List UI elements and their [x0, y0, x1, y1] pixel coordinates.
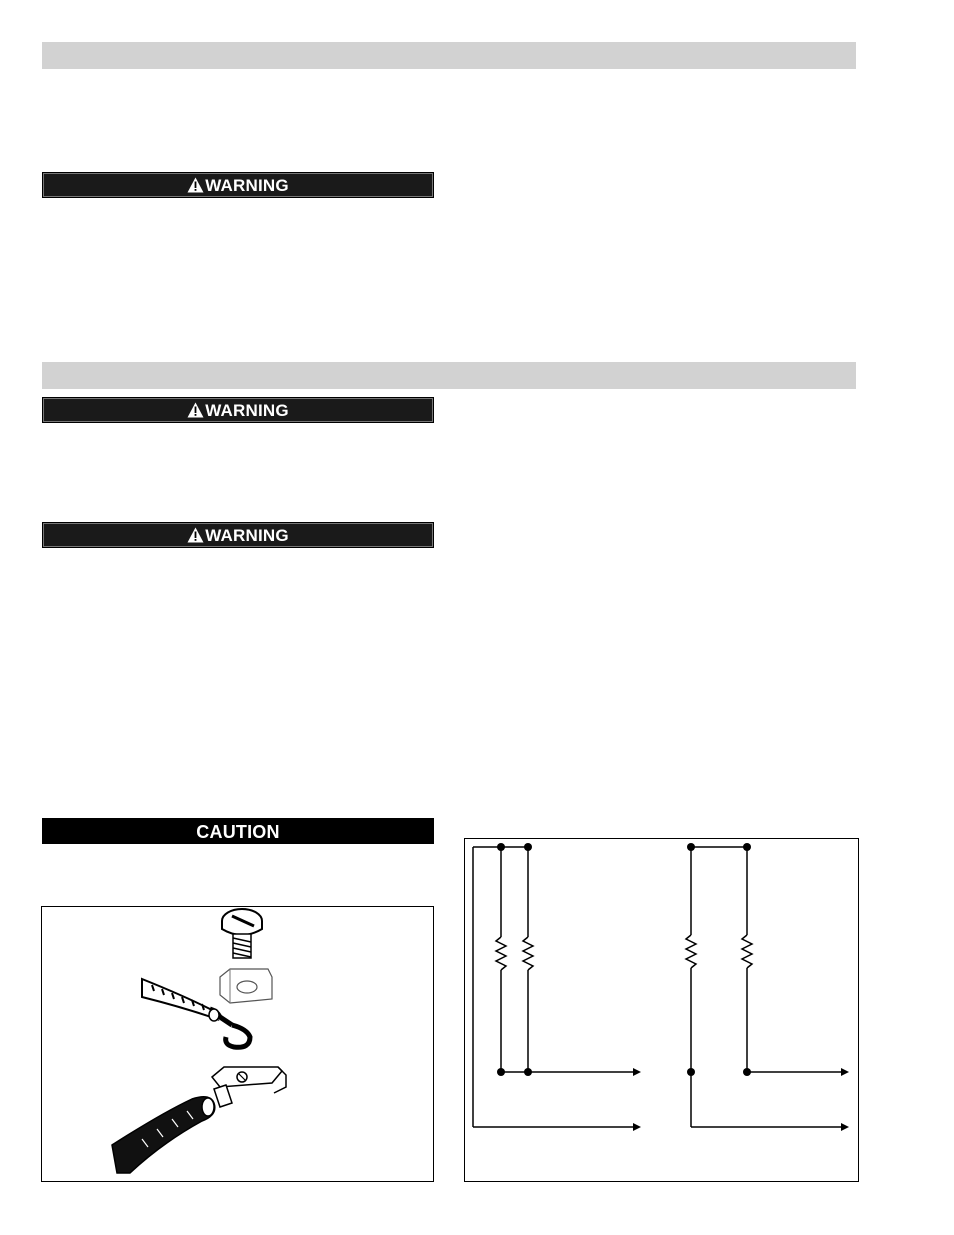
wiring-schematic — [465, 839, 857, 1180]
caution-label: CAUTION — [196, 822, 280, 842]
warning-triangle-icon — [187, 402, 204, 418]
warning-label: WARNING — [205, 526, 289, 545]
warning-label: WARNING — [205, 401, 289, 420]
section-header-bar-1 — [42, 42, 856, 69]
warning-label: WARNING — [205, 176, 289, 195]
section-header-bar-2 — [42, 362, 856, 389]
wire-terminal-illustration — [42, 907, 432, 1180]
wiring-diagram-figure — [464, 838, 859, 1182]
caution-banner — [42, 818, 434, 844]
warning-banner-1 — [42, 172, 434, 198]
warning-banner-2 — [42, 397, 434, 423]
warning-triangle-icon — [187, 527, 204, 543]
warning-triangle-icon — [187, 177, 204, 193]
warning-banner-3 — [42, 522, 434, 548]
wire-terminal-figure — [41, 906, 434, 1182]
